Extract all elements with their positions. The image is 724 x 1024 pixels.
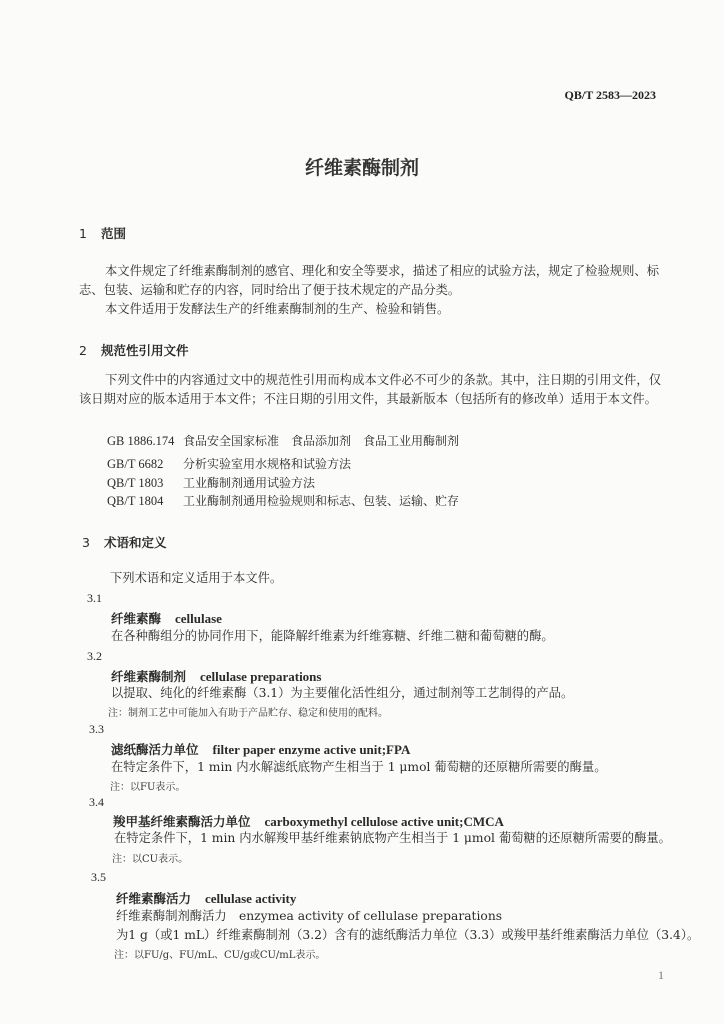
term-number: 3.5 — [91, 870, 106, 884]
section-3-intro: 下列术语和定义适用于本文件。 — [110, 571, 283, 585]
reference-title: 食品安全国家标准 食品添加剂 食品工业用酶制剂 — [183, 434, 460, 448]
reference-code: GB/T 6682 — [107, 457, 164, 471]
reference-code: QB/T 1804 — [107, 494, 164, 508]
term-en: cellulase activity — [205, 891, 297, 906]
section-1-paragraph-1: 本文件规定了纤维素酶制剂的感官、理化和安全等要求，描述了相应的试验方法，规定了检验规则、标志、包装、运输和贮存的内容，同时给出了便于技术规定的产品分类。 — [79, 264, 659, 297]
reference-item — [107, 455, 351, 472]
term-definition: 为1 g（或1 mL）纤维素酶制剂（3.2）含有的滤纸酶活力单位（3.3）或羧甲基纤维素酶活力单位（3.4）。 — [116, 928, 700, 942]
term-note: 注：以CU表示。 — [112, 854, 189, 865]
term-definition: 在各种酶组分的协同作用下，能降解纤维素为纤维寡糖、纤维二糖和葡萄糖的酶。 — [111, 629, 554, 643]
section-3-heading — [82, 533, 167, 551]
term-definition: 在特定条件下，1 min 内水解羧甲基纤维素钠底物产生相当于 1 μmol 葡萄糖的还原糖所需要的酶量。 — [114, 831, 671, 845]
section-number: 1 — [79, 226, 87, 241]
term-en: cellulase — [175, 611, 222, 626]
section-number: 2 — [79, 343, 87, 358]
section-title: 规范性引用文件 — [101, 343, 189, 358]
term-heading — [111, 609, 222, 627]
term-zh: 纤维素酶 — [111, 611, 162, 626]
section-title: 范围 — [101, 226, 127, 241]
term-zh: 羧甲基纤维素酶活力单位 — [113, 814, 251, 829]
term-zh: 纤维素酶制剂 — [111, 669, 187, 684]
term-en: filter paper enzyme active unit;FPA — [212, 742, 411, 757]
reference-item — [107, 492, 459, 509]
reference-code: GB 1886.174 — [107, 434, 175, 448]
reference-title: 工业酶制剂通用检验规则和标志、包装、运输、贮存 — [183, 494, 460, 508]
document-title: 纤维素酶制剂 — [304, 157, 419, 179]
term-heading — [111, 740, 410, 758]
section-title: 术语和定义 — [104, 535, 167, 550]
term-number: 3.3 — [89, 722, 104, 736]
term-definition: 在特定条件下，1 min 内水解滤纸底物产生相当于 1 μmol 葡萄糖的还原糖所需要的酶量。 — [111, 760, 607, 774]
reference-item — [107, 474, 315, 491]
term-zh: 滤纸酶活力单位 — [111, 742, 199, 757]
reference-item — [107, 432, 459, 449]
term-note: 注：以FU表示。 — [110, 782, 186, 793]
reference-title: 工业酶制剂通用试验方法 — [183, 476, 316, 490]
term-heading — [116, 889, 296, 907]
term-en: carboxymethyl cellulose active unit;CMCA — [264, 814, 504, 829]
term-zh: 纤维素酶活力 — [116, 891, 192, 906]
page-number: 1 — [658, 968, 664, 982]
reference-code: QB/T 1803 — [107, 476, 164, 490]
term-note: 注：以FU/g、FU/mL、CU/g或CU/mL表示。 — [114, 950, 326, 961]
section-1-paragraph-2: 本文件适用于发酵法生产的纤维素酶制剂的生产、检验和销售。 — [105, 302, 450, 316]
standard-code: QB/T 2583—2023 — [564, 88, 656, 102]
section-2-heading — [79, 341, 189, 359]
term-en: cellulase preparations — [200, 669, 322, 684]
term-heading — [113, 812, 504, 830]
section-2-intro: 下列文件中的内容通过文中的规范性引用而构成本文件必不可少的条款。其中，注日期的引用文件，仅该日期对应的版本适用于本文件；不注日期的引用文件，其最新版本（包括所有的修改单）适用于本文件。 — [79, 373, 661, 406]
term-note: 注：制剂工艺中可能加入有助于产品贮存、稳定和使用的配料。 — [108, 708, 388, 719]
reference-title: 分析实验室用水规格和试验方法 — [183, 457, 352, 471]
term-number: 3.4 — [89, 795, 104, 809]
section-number: 3 — [82, 535, 90, 550]
section-1-heading — [79, 224, 126, 242]
term-number: 3.1 — [87, 591, 102, 605]
term-definition: 以提取、纯化的纤维素酶（3.1）为主要催化活性组分，通过制剂等工艺制得的产品。 — [111, 686, 574, 700]
term-alternative: 纤维素酶制剂酶活力 enzymea activity of cellulase preparations — [116, 909, 503, 923]
term-number: 3.2 — [87, 649, 102, 663]
term-heading — [111, 667, 321, 685]
